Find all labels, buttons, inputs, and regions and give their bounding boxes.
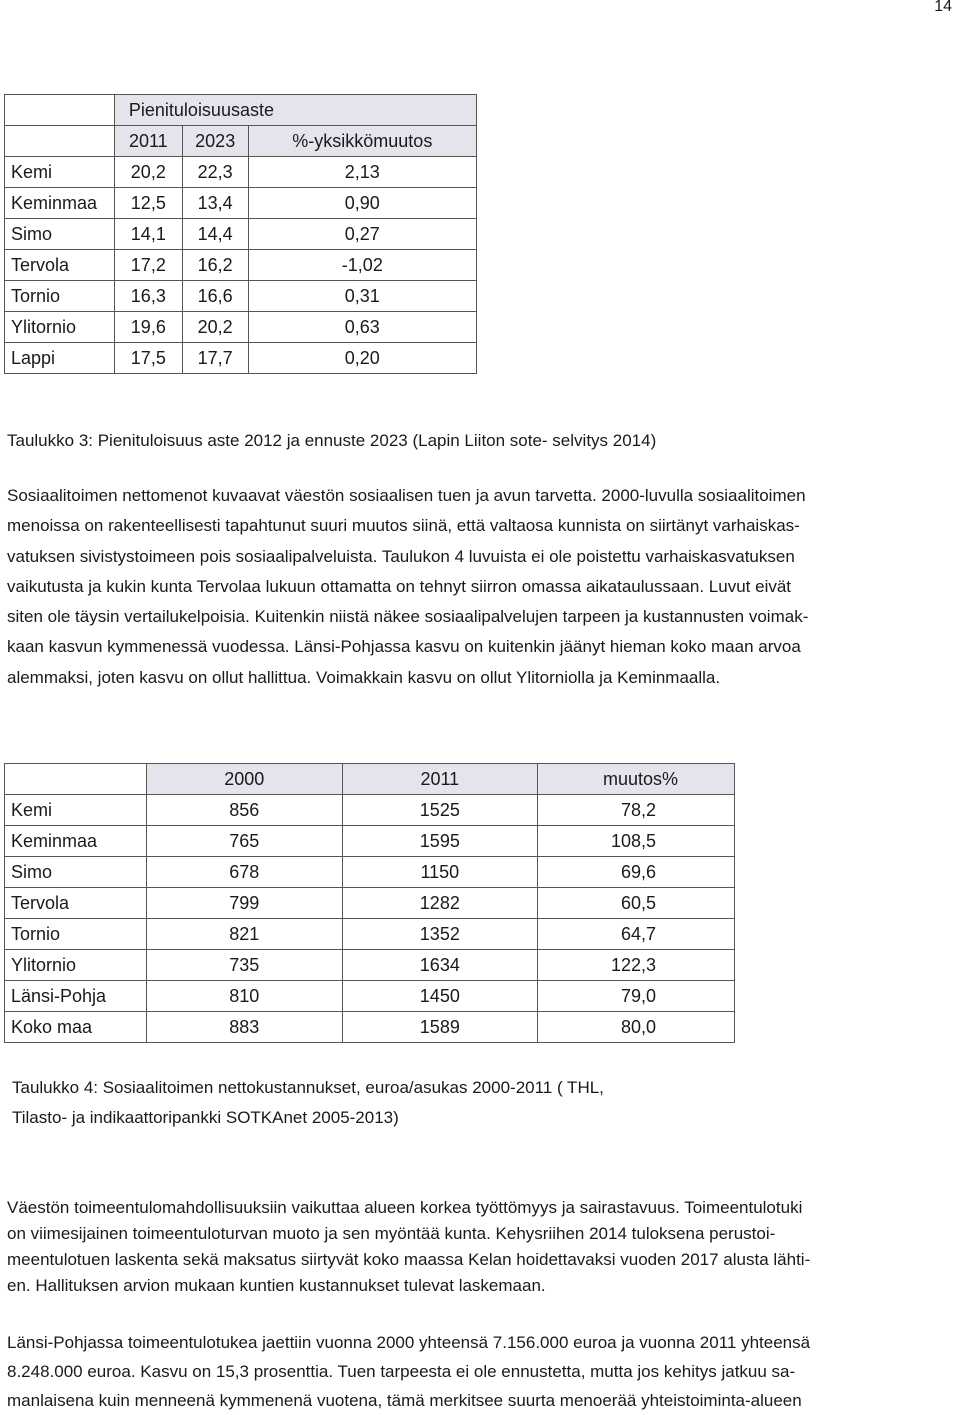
table-title-row: [5, 95, 477, 126]
cell: 69,6: [538, 857, 735, 888]
paragraph-social-costs: [7, 481, 957, 693]
cell: 883: [146, 1012, 342, 1043]
cell: 1595: [342, 826, 538, 857]
row-label: Tervola: [5, 250, 115, 281]
cell: 1150: [342, 857, 538, 888]
cell: 678: [146, 857, 342, 888]
table3-caption: Taulukko 3: Pienituloisuus aste 2012 ja ennuste 2023 (Lapin Liiton sote- selvitys 2014): [7, 431, 657, 450]
row-label: Länsi-Pohja: [5, 981, 147, 1012]
table-row: [5, 343, 477, 374]
cell: 765: [146, 826, 342, 857]
row-label: Simo: [5, 219, 115, 250]
cell: 0,31: [248, 281, 476, 312]
cell: 17,2: [114, 250, 182, 281]
cell: 1634: [342, 950, 538, 981]
cell: 799: [146, 888, 342, 919]
column-header: 2011: [114, 126, 182, 157]
text-line: 8.248.000 euroa. Kasvu on 15,3 prosenttia. Tuen tarpeesta ei ole ennustetta, mutta jos kehitys jatkuu sa-: [7, 1362, 796, 1381]
column-header: %-yksikkömuutos: [248, 126, 476, 157]
table4-caption: [12, 1073, 604, 1133]
cell: 1525: [342, 795, 538, 826]
paragraph-lansi-pohja: [7, 1328, 957, 1415]
text-line: en. Hallituksen arvion mukaan kuntien kustannukset tulevat laskemaan.: [7, 1276, 546, 1295]
cell: 79,0: [538, 981, 735, 1012]
table-header-row: [5, 764, 735, 795]
cell: 12,5: [114, 188, 182, 219]
row-label: Tervola: [5, 888, 147, 919]
table-nettokustannukset: [4, 763, 735, 1043]
cell: 735: [146, 950, 342, 981]
cell: 0,90: [248, 188, 476, 219]
cell: 0,20: [248, 343, 476, 374]
cell: 0,63: [248, 312, 476, 343]
text-line: menoissa on rakenteellisesti tapahtunut suuri muutos siinä, että valtaosa kunnista on siirtänyt varhaiskas-: [7, 516, 800, 536]
cell: 14,4: [182, 219, 248, 250]
text-line: manlaisena kuin menneenä kymmenenä vuotena, tämä merkitsee suurta menoerää yhteistoiminta-alueen: [7, 1391, 802, 1410]
text-line: alemmaksi, joten kasvu on ollut hallittua. Voimakkain kasvu on ollut Ylitorniolla ja Keminmaalla.: [7, 667, 721, 687]
text-line: Sosiaalitoimen nettomenot kuvaavat väestön sosiaalisen tuen ja avun tarvetta. 2000-luvulla sosiaalitoimen: [7, 486, 806, 505]
cell: 13,4: [182, 188, 248, 219]
cell: 1589: [342, 1012, 538, 1043]
cell: 17,7: [182, 343, 248, 374]
row-label: Lappi: [5, 343, 115, 374]
text-line: Väestön toimeentulomahdollisuuksiin vaikuttaa alueen korkea työttömyys ja sairastavuus. Toimeentulotuki: [7, 1198, 803, 1217]
cell: 122,3: [538, 950, 735, 981]
cell: 64,7: [538, 919, 735, 950]
page-number: 14: [934, 0, 952, 15]
cell: 0,27: [248, 219, 476, 250]
table-row: [5, 826, 735, 857]
cell: 80,0: [538, 1012, 735, 1043]
text-line: vaikutusta ja kukin kunta Tervolaa lukuun ottamatta on tehnyt siirron omassa aikataulussaan. Luvut eivät: [7, 576, 792, 596]
cell: 108,5: [538, 826, 735, 857]
text-line: meentulotuen laskenta sekä maksatus siirtyvät koko maassa Kelan hoidettavaksi vuoden 2017 alusta lähti-: [7, 1250, 811, 1269]
text-line: kaan kasvun kymmenessä vuodessa. Länsi-Pohjassa kasvu on kuitenkin jäänyt hieman koko maan arvoa: [7, 637, 801, 657]
table-row: [5, 157, 477, 188]
table-row: [5, 250, 477, 281]
cell: 821: [146, 919, 342, 950]
text-line: on viimesijainen toimeentuloturvan muoto ja sen myöntää kunta. Kehysriihen 2014 tuloksena perustoi-: [7, 1224, 776, 1243]
table-row: [5, 888, 735, 919]
cell: 1450: [342, 981, 538, 1012]
table-row: [5, 219, 477, 250]
row-label: Koko maa: [5, 1012, 147, 1043]
text-line: siten ole täysin vertailukelpoisia. Kuitenkin niistä näkee sosiaalipalvelujen tarpeen ja kustannusten voimak-: [7, 607, 809, 627]
caption-line: Tilasto- ja indikaattoripankki SOTKAnet 2005-2013): [12, 1108, 399, 1127]
paragraph-income-support: [7, 1195, 957, 1299]
cell: 2,13: [248, 157, 476, 188]
cell: 810: [146, 981, 342, 1012]
cell: 1352: [342, 919, 538, 950]
caption-line: Taulukko 4: Sosiaalitoimen nettokustannukset, euroa/asukas 2000-2011 ( THL,: [12, 1078, 604, 1097]
column-header: 2023: [182, 126, 248, 157]
table-header-row: [5, 126, 477, 157]
cell: 17,5: [114, 343, 182, 374]
cell: 16,6: [182, 281, 248, 312]
cell: 22,3: [182, 157, 248, 188]
table-title: Pienituloisuusaste: [114, 95, 476, 126]
column-header: muutos%: [538, 764, 735, 795]
column-header: 2011: [342, 764, 538, 795]
cell: 78,2: [538, 795, 735, 826]
text-line: Länsi-Pohjassa toimeentulotukea jaettiin vuonna 2000 yhteensä 7.156.000 euroa ja vuonna 2011 yhteensä: [7, 1333, 811, 1352]
row-label: Kemi: [5, 157, 115, 188]
table-row: [5, 312, 477, 343]
row-label: Keminmaa: [5, 188, 115, 219]
cell: 20,2: [182, 312, 248, 343]
table-row: [5, 188, 477, 219]
row-label: Ylitornio: [5, 312, 115, 343]
cell: 19,6: [114, 312, 182, 343]
table-row: [5, 950, 735, 981]
cell: 16,3: [114, 281, 182, 312]
row-label: Ylitornio: [5, 950, 147, 981]
table-row: [5, 857, 735, 888]
row-label: Tornio: [5, 919, 147, 950]
row-label: Keminmaa: [5, 826, 147, 857]
table-row: [5, 1012, 735, 1043]
table-pienituloisuusaste: [4, 94, 477, 374]
table-row: [5, 795, 735, 826]
cell: 16,2: [182, 250, 248, 281]
text-line: vatuksen sivistystoimeen pois sosiaalipalveluista. Taulukon 4 luvuista ei ole poistettu varhaiskasvatuksen: [7, 546, 795, 566]
table-row: [5, 281, 477, 312]
row-label: Simo: [5, 857, 147, 888]
row-label: Kemi: [5, 795, 147, 826]
cell: 1282: [342, 888, 538, 919]
table-row: [5, 981, 735, 1012]
row-label: Tornio: [5, 281, 115, 312]
cell: 14,1: [114, 219, 182, 250]
cell: 856: [146, 795, 342, 826]
table-row: [5, 919, 735, 950]
cell: 20,2: [114, 157, 182, 188]
cell: -1,02: [248, 250, 476, 281]
cell: 60,5: [538, 888, 735, 919]
column-header: 2000: [146, 764, 342, 795]
